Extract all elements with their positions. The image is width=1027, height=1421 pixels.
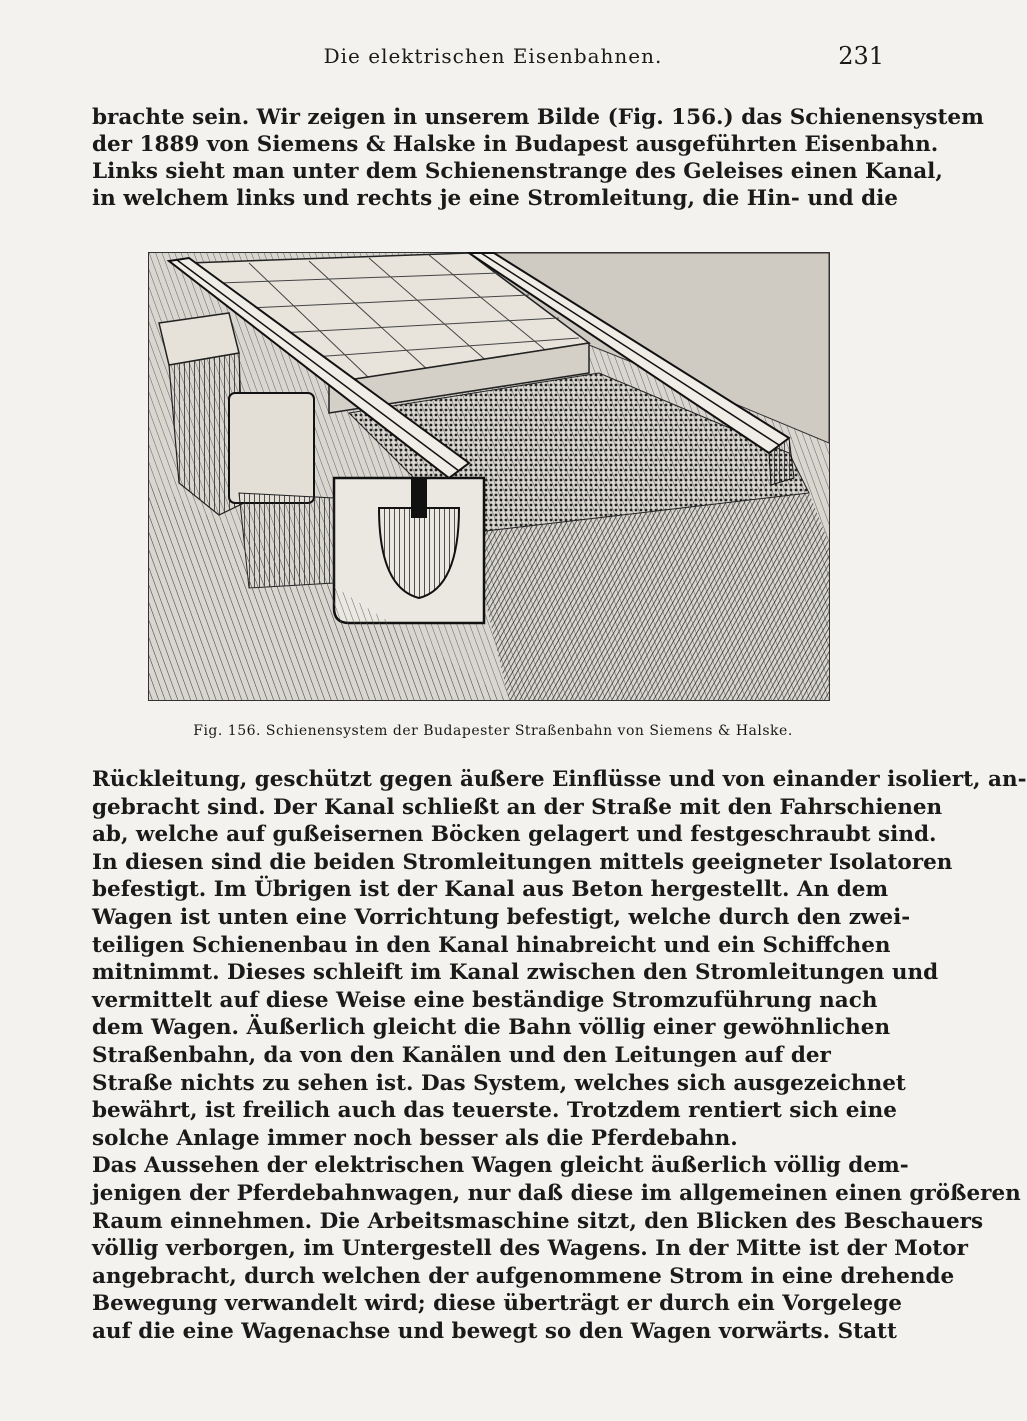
channel-housing bbox=[229, 393, 314, 503]
figure-caption: Fig. 156. Schienensystem der Budapester Straßenbahn von Siemens & Halske. bbox=[193, 723, 793, 739]
text-line: jenigen der Pferdebahnwagen, nur daß diese im allgemeinen einen größeren bbox=[92, 1180, 1021, 1206]
text-line: bewährt, ist freilich auch das teuerste. Trotzdem rentiert sich eine bbox=[92, 1098, 897, 1124]
text-line: teiligen Schienenbau in den Kanal hinabreicht und ein Schiffchen bbox=[92, 932, 891, 958]
rail-slot bbox=[411, 478, 427, 518]
text-line: mitnimmt. Dieses schleift im Kanal zwischen den Stromleitungen und bbox=[92, 960, 939, 986]
text-line: vermittelt auf diese Weise eine beständige Stromzuführung nach bbox=[92, 987, 878, 1013]
text-line: Wagen ist unten eine Vorrichtung befestigt, welche durch den zwei- bbox=[92, 904, 911, 930]
text-line: In diesen sind die beiden Stromleitungen mittels geeigneter Isolatoren bbox=[92, 849, 953, 875]
page-header bbox=[92, 44, 894, 76]
text-line: völlig verborgen, im Untergestell des Wagens. In der Mitte ist der Motor bbox=[92, 1236, 968, 1262]
text-line: dem Wagen. Äußerlich gleicht die Bahn völlig einer gewöhnlichen bbox=[92, 1015, 891, 1041]
text-line: in welchem links und rechts je eine Stromleitung, die Hin- und die bbox=[92, 186, 898, 211]
text-line: brachte sein. Wir zeigen in unserem Bilde (Fig. 156.) das Schienensystem bbox=[92, 105, 984, 130]
text-line: ab, welche auf gußeisernen Böcken gelagert und festgeschraubt sind. bbox=[92, 822, 937, 848]
text-line: solche Anlage immer noch besser als die Pferdebahn. bbox=[92, 1125, 738, 1151]
text-line: Links sieht man unter dem Schienenstrange des Geleises einen Kanal, bbox=[92, 159, 943, 184]
page-number: 231 bbox=[838, 42, 884, 70]
text-line: Bewegung verwandelt wird; diese überträgt er durch ein Vorgelege bbox=[92, 1291, 902, 1317]
running-title: Die elektrischen Eisenbahnen. bbox=[323, 44, 663, 68]
text-line: gebracht sind. Der Kanal schließt an der Straße mit den Fahrschienen bbox=[92, 794, 943, 820]
text-line: angebracht, durch welchen der aufgenommene Strom in eine drehende bbox=[92, 1263, 955, 1289]
figure-rail-system-engraving bbox=[148, 252, 830, 701]
text-line: Straßenbahn, da von den Kanälen und den Leitungen auf der bbox=[92, 1042, 831, 1068]
paragraph-top bbox=[92, 104, 984, 212]
text-line: der 1889 von Siemens & Halske in Budapest ausgeführten Eisenbahn. bbox=[92, 132, 939, 157]
paragraph-main bbox=[92, 766, 1027, 1345]
text-line: befestigt. Im Übrigen ist der Kanal aus Beton hergestellt. An dem bbox=[92, 877, 889, 903]
text-line: Raum einnehmen. Die Arbeitsmaschine sitzt, den Blicken des Beschauers bbox=[92, 1208, 984, 1234]
text-line: auf die eine Wagenachse und bewegt so den Wagen vorwärts. Statt bbox=[92, 1318, 897, 1344]
text-line: Rückleitung, geschützt gegen äußere Einflüsse und von einander isoliert, an- bbox=[92, 767, 1027, 792]
text-line: Straße nichts zu sehen ist. Das System, welches sich ausgezeichnet bbox=[92, 1070, 906, 1096]
text-line: Das Aussehen der elektrischen Wagen gleicht äußerlich völlig dem- bbox=[92, 1153, 909, 1179]
engraving-illustration bbox=[149, 253, 829, 700]
